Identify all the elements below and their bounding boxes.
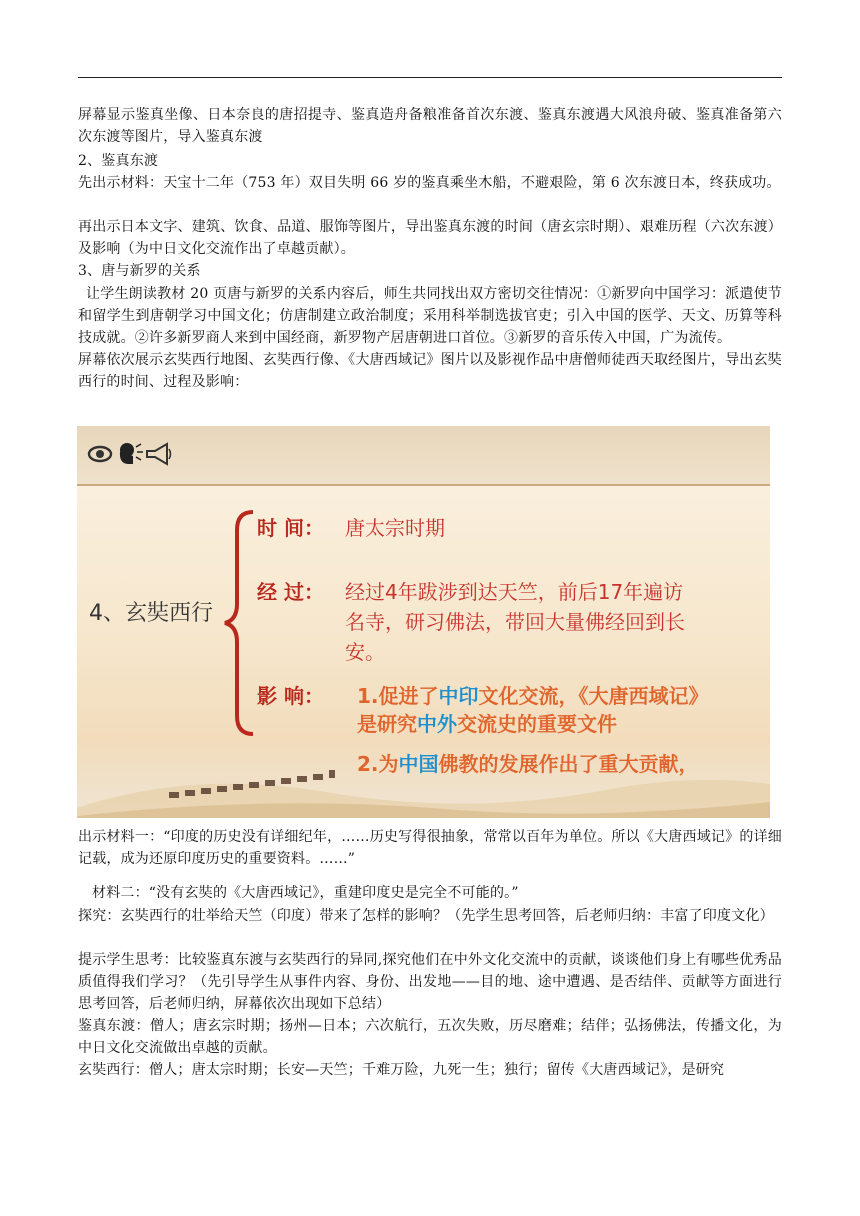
slide-process-line2: 名寺，研习佛法，带回大量佛经回到长 — [345, 610, 685, 634]
slide-impact-2: 2.为中国佛教的发展作出了重大贡献， — [357, 752, 699, 776]
slide-impact-1-line1: 1.促进了中印文化交流，《大唐西域记》 — [357, 684, 709, 708]
paragraph-xuanzang-intro: 屏幕依次展示玄奘西行地图、玄奘西行像、《大唐西域记》图片以及影视作品中唐僧师徒西天取经图片，导出玄奘西行的时间、过程及影响： — [78, 352, 782, 390]
slide-toolbar-icons — [85, 438, 175, 470]
slide-time-value: 唐太宗时期 — [345, 516, 445, 540]
slide-impact-1-line2: 是研究中外交流史的重要文件 — [357, 712, 617, 736]
slide-process-label: 经 过： — [257, 580, 324, 604]
slide-header-band — [77, 426, 770, 484]
paragraph-inquiry: 探究：玄奘西行的壮举给天竺（印度）带来了怎样的影响？（先学生思考回答，后老师归纳：丰富了印度文化） — [78, 908, 774, 924]
heading-silla: 3、唐与新罗的关系 — [78, 263, 201, 279]
slide-header-divider — [77, 484, 770, 486]
paragraph-silla: 让学生朗读教材 20 页唐与新罗的关系内容后，师生共同找出双方密切交往情况：①新罗向中国学习：派遣使节和留学生到唐朝学习中国文化；仿唐制建立政治制度；采用科举制选拔官吏；引入中国的医学、天文、历算等科技成就。②许多新罗商人来到中国经商，新罗物产居唐朝进口首位。③新罗的音乐传入中国，广为流传。 — [78, 286, 782, 346]
paragraph-jianzhen-summary: 鉴真东渡：僧人；唐玄宗时期；扬州—日本；六次航行，五次失败，历尽磨难；结伴；弘扬佛法，传播文化，为中日文化交流做出卓越的贡献。 — [78, 1018, 782, 1056]
slide-impact-label: 影 响： — [257, 684, 324, 708]
paragraph-compare-prompt: 提示学生思考：比较鉴真东渡与玄奘西行的异同,探究他们在中外文化交流中的贡献，谈谈他们身上有哪些优秀品质值得我们学习？（先引导学生从事件内容、身份、出发地——目的地、途中遭遇、是否结伴、贡献等方面进行思考回答，后老师归纳，屏幕依次出现如下总结） — [78, 952, 782, 1012]
paragraph-intro: 屏幕显示鉴真坐像、日本奈良的唐招提寺、鉴真造舟备粮准备首次东渡、鉴真东渡遇大风浪舟破、鉴真准备第六次东渡等图片，导入鉴真东渡 — [78, 107, 782, 145]
paragraph-jianzhen-impact: 再出示日本文字、建筑、饮食、品道、服饰等图片，导出鉴真东渡的时间（唐玄宗时期）、艰难历程（六次东渡）及影响（为中日文化交流作出了卓越贡献）。 — [78, 219, 782, 257]
paragraph-material-jianzhen: 先出示材料：天宝十二年（753 年）双目失明 66 岁的鉴真乘坐木船，不避艰险，第 6 次东渡日本，终获成功。 — [78, 175, 781, 191]
slide-time-label: 时 间： — [257, 516, 324, 540]
paragraph-xuanzang-summary: 玄奘西行：僧人；唐太宗时期；长安—天竺；千难万险，九死一生；独行；留传《大唐西域记》，是研究 — [78, 1062, 725, 1078]
slide-process-line3: 安。 — [345, 640, 385, 664]
megaphone-icon — [147, 444, 171, 464]
heading-jianzhen: 2、鉴真东渡 — [78, 153, 159, 169]
slide-topic: 4、玄奘西行 — [89, 601, 213, 626]
lesson-slide-image — [77, 426, 770, 818]
slide-process-line1: 经过4年跋涉到达天竺，前后17年遍访 — [345, 580, 684, 604]
paragraph-material-2: 材料二：“没有玄奘的《大唐西域记》，重建印度史是完全不可能的。” — [92, 885, 519, 901]
speaking-head-icon — [120, 443, 143, 464]
desert-caravan-illustration — [77, 698, 770, 818]
header-rule — [78, 77, 782, 78]
eye-icon — [89, 447, 111, 461]
paragraph-material-1: 出示材料一：“印度的历史没有详细纪年，……历史写得很抽象，常常以百年为单位。所以《大唐西域记》的详细记载，成为还原印度历史的重要资料。……” — [78, 829, 782, 867]
